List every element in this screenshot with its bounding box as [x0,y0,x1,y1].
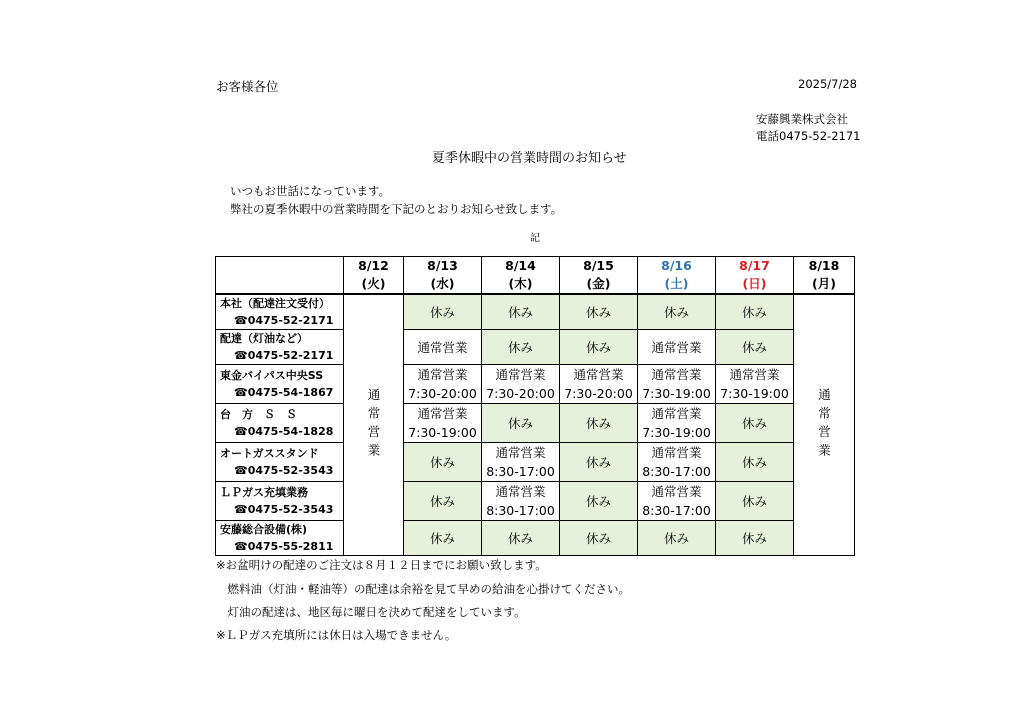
location-cell [216,482,344,521]
closed-cell [482,294,560,330]
note-2: 燃料油（灯油・軽油等）の配達は余裕を見て早めの給油を心掛けてください。 [216,582,630,596]
closed-cell [560,482,638,521]
day-header: 8/15 (金) [560,257,638,295]
location-phone: ☎0475-54-1867 [234,386,334,399]
location-name: 台 方 Ｓ Ｓ [220,408,297,421]
open-cell [716,365,794,404]
open-cell [638,443,716,482]
cell-status: 通常営業 [417,367,468,382]
location-name: 安藤総合設備(株) [220,523,308,536]
intro-line-1: いつもお世話になっています。 [230,184,391,198]
cell-status: 休み [663,304,689,320]
location-cell [216,365,344,404]
location-name: 本社（配達注文受付） [220,297,330,310]
closed-cell [716,294,794,330]
cell-status: 休み [585,530,611,546]
cell-status: 休み [585,339,611,355]
day-header-sunday: 8/17 (日) [716,257,794,295]
cell-status: 休み [507,415,533,431]
closed-cell [560,443,638,482]
cell-hours: 7:30-19:00 [642,425,711,440]
cell-hours: 7:30-20:00 [486,386,555,401]
location-name: 東金バイパス中央SS [220,369,324,382]
cell-hours: 7:30-20:00 [408,386,477,401]
cell-status: 通常営業 [651,406,702,421]
closed-cell [560,294,638,330]
cell-status: 通常営業 [651,484,702,499]
cell-hours: 8:30-17:00 [486,503,555,518]
schedule-table [215,256,855,556]
closed-cell [560,521,638,556]
location-name: 配達（灯油など） [220,332,308,345]
open-cell [404,330,482,365]
header-corner [216,257,344,295]
cell-status: 休み [507,304,533,320]
location-name: ＬＰガス充填業務 [220,486,308,499]
closed-cell [404,521,482,556]
company-phone: 電話0475-52-2171 [756,129,861,143]
cell-status: 休み [585,454,611,470]
closed-cell [716,443,794,482]
cell-hours: 8:30-17:00 [486,464,555,479]
closed-cell [482,521,560,556]
cell-status: 休み [429,493,455,509]
day-header: 8/18 (月) [794,257,855,295]
cell-status: 休み [741,339,767,355]
cell-status: 通常営業 [651,339,702,355]
cell-status: 休み [507,530,533,546]
cell-status: 休み [663,530,689,546]
table-row [216,365,855,404]
closed-cell [638,521,716,556]
cell-status: 休み [741,415,767,431]
cell-status: 休み [429,530,455,546]
cell-status: 通常営業 [417,406,468,421]
location-phone: ☎0475-52-2171 [234,314,334,327]
location-phone: ☎0475-55-2811 [234,540,334,553]
open-cell [560,365,638,404]
cell-status: 休み [507,339,533,355]
cell-status: 休み [741,493,767,509]
cell-hours: 8:30-17:00 [642,503,711,518]
note-3: 灯油の配達は、地区毎に曜日を決めて配達をしています。 [216,605,526,619]
table-row [216,521,855,556]
open-cell [482,365,560,404]
closed-cell [482,330,560,365]
open-cell [638,482,716,521]
closed-cell [404,482,482,521]
closed-cell [404,294,482,330]
issue-date: 2025/7/28 [798,77,857,91]
location-phone: ☎0475-54-1828 [234,425,334,438]
cell-status: 通常営業 [729,367,780,382]
cell-status: 通常営業 [417,339,468,355]
closed-cell [716,330,794,365]
recipient: お客様各位 [216,79,279,94]
location-cell [216,443,344,482]
closed-cell [716,521,794,556]
open-cell [638,404,716,443]
day-header-saturday: 8/16 (土) [638,257,716,295]
cell-status: 休み [429,454,455,470]
cell-status: 通常営業 [495,484,546,499]
cell-status: 休み [585,493,611,509]
location-cell [216,404,344,443]
cell-hours: 7:30-19:00 [642,386,711,401]
cell-status: 通常営業 [651,367,702,382]
location-cell [216,521,344,556]
open-cell [404,404,482,443]
open-cell [638,365,716,404]
table-row [216,443,855,482]
table-row [216,404,855,443]
closed-cell [404,443,482,482]
cell-status: 通常営業 [573,367,624,382]
location-name: オートガススタンド [220,447,319,460]
location-phone: ☎0475-52-2171 [234,349,334,362]
closed-cell [716,482,794,521]
cell-hours: 7:30-20:00 [564,386,633,401]
intro-line-2: 弊社の夏季休暇中の営業時間を下記のとおりお知らせ致します。 [230,202,563,216]
location-phone: ☎0475-52-3543 [234,464,334,477]
table-row [216,330,855,365]
open-cell [482,443,560,482]
cell-status: 休み [429,304,455,320]
cell-hours: 7:30-19:00 [720,386,789,401]
page-title: 夏季休暇中の営業時間のお知らせ [432,151,627,166]
note-1: ※お盆明けの配達のご注文は８月１２日までにお願い致します。 [216,558,547,572]
day-header: 8/13 (水) [404,257,482,295]
open-cell [638,330,716,365]
location-cell [216,330,344,365]
closed-cell [482,404,560,443]
day-header: 8/14 (木) [482,257,560,295]
table-row [216,294,855,330]
cell-status: 通常営業 [495,445,546,460]
open-cell [482,482,560,521]
open-cell [404,365,482,404]
table-row [216,482,855,521]
cell-status: 通常営業 [651,445,702,460]
cell-hours: 7:30-19:00 [408,425,477,440]
cell-status: 休み [741,304,767,320]
closed-cell [560,404,638,443]
cell-status: 休み [741,454,767,470]
location-phone: ☎0475-52-3543 [234,503,334,516]
ki-mark: 記 [530,233,540,244]
cell-hours: 8:30-17:00 [642,464,711,479]
closed-cell [560,330,638,365]
normal-ops-8-12: 通常営業 [344,294,404,556]
note-4: ※ＬＰガス充填所には休日は入場できません。 [216,628,457,642]
normal-ops-8-18: 通常営業 [794,294,855,556]
day-header: 8/12 (火) [344,257,404,295]
closed-cell [638,294,716,330]
closed-cell [716,404,794,443]
location-cell [216,294,344,330]
cell-status: 通常営業 [495,367,546,382]
cell-status: 休み [585,304,611,320]
company-name: 安藤興業株式会社 [756,112,848,126]
cell-status: 休み [585,415,611,431]
cell-status: 休み [741,530,767,546]
